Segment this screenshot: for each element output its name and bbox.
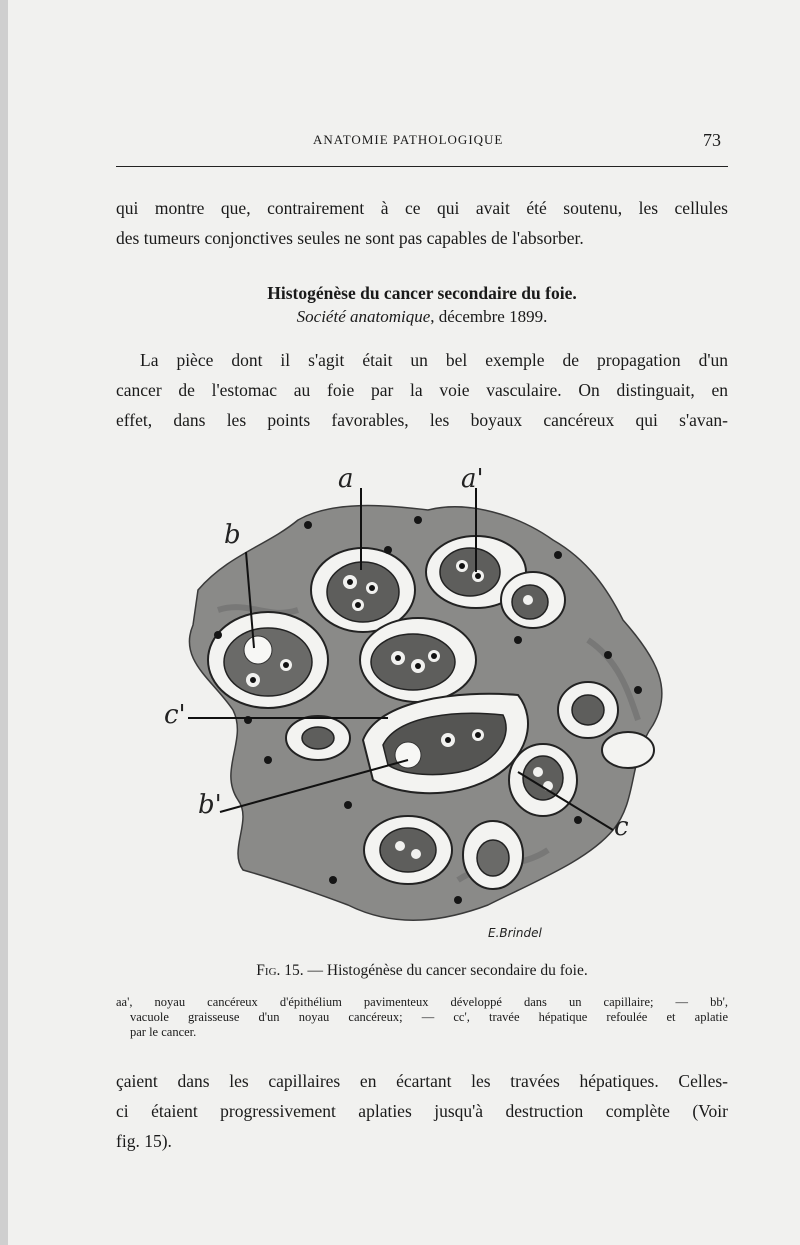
- figure-label-b: b: [224, 520, 241, 550]
- section-date: , décembre 1899.: [430, 307, 548, 326]
- legend-line: par le cancer.: [130, 1025, 197, 1039]
- illustrator-signature: E.Brindel: [488, 926, 542, 940]
- closing-paragraph: [116, 1066, 728, 1156]
- running-head-title: ANATOMIE PATHOLOGIQUE: [313, 132, 504, 147]
- body-line: effet, dans les points favorables, les boyaux cancéreux qui s'avan-: [116, 410, 728, 430]
- histology-figure: [158, 460, 678, 950]
- page-number: 73: [703, 130, 721, 150]
- closing-line: çaient dans les capillaires en écartant les travées hépatiques. Celles-: [116, 1071, 728, 1091]
- figure-label-a-prime: a': [461, 464, 484, 494]
- closing-line: ci étaient progressivement aplaties jusqu'à destruction complète (Voir: [116, 1101, 728, 1121]
- header-rule: [116, 166, 728, 167]
- figure-caption-text: — Histogénèse du cancer secondaire du foie.: [303, 962, 588, 979]
- section-source: [116, 307, 728, 327]
- capillary-cell-c: [509, 744, 577, 816]
- section-society: Société anatomique: [296, 307, 431, 326]
- intro-paragraph: [116, 193, 728, 253]
- capillary-cell-b: [208, 612, 328, 708]
- figure-label-a: a: [338, 464, 354, 494]
- closing-line: fig. 15).: [116, 1131, 172, 1151]
- figure-legend: [116, 995, 728, 1040]
- running-head: [8, 130, 800, 152]
- figure-label-c: c: [614, 812, 629, 842]
- body-line: La pièce dont il s'agit était un bel exemple de propagation d'un: [140, 350, 728, 370]
- figure-label-c-prime: c': [164, 700, 186, 730]
- intro-line: des tumeurs conjonctives seules ne sont pas capables de l'absorber.: [116, 228, 584, 248]
- legend-line: vacuole graisseuse d'un noyau cancéreux; — cc', travée hépatique refoulée et aplatie: [130, 1010, 728, 1024]
- book-page: [8, 0, 800, 1245]
- legend-line: aa', noyau cancéreux d'épithélium pavimenteux développé dans un capillaire; — bb',: [116, 995, 728, 1009]
- figure-label-b-prime: b': [198, 790, 222, 820]
- figure-caption: [116, 962, 728, 980]
- section-title: Histogénèse du cancer secondaire du foie.: [267, 283, 577, 303]
- body-line: cancer de l'estomac au foie par la voie vasculaire. On distinguait, en: [116, 380, 728, 400]
- figure-number: Fig. 15.: [256, 962, 304, 979]
- body-paragraph: [116, 345, 728, 435]
- capillary-cell-center: [360, 618, 476, 702]
- intro-line: qui montre que, contrairement à ce qui avait été soutenu, les cellules: [116, 198, 728, 218]
